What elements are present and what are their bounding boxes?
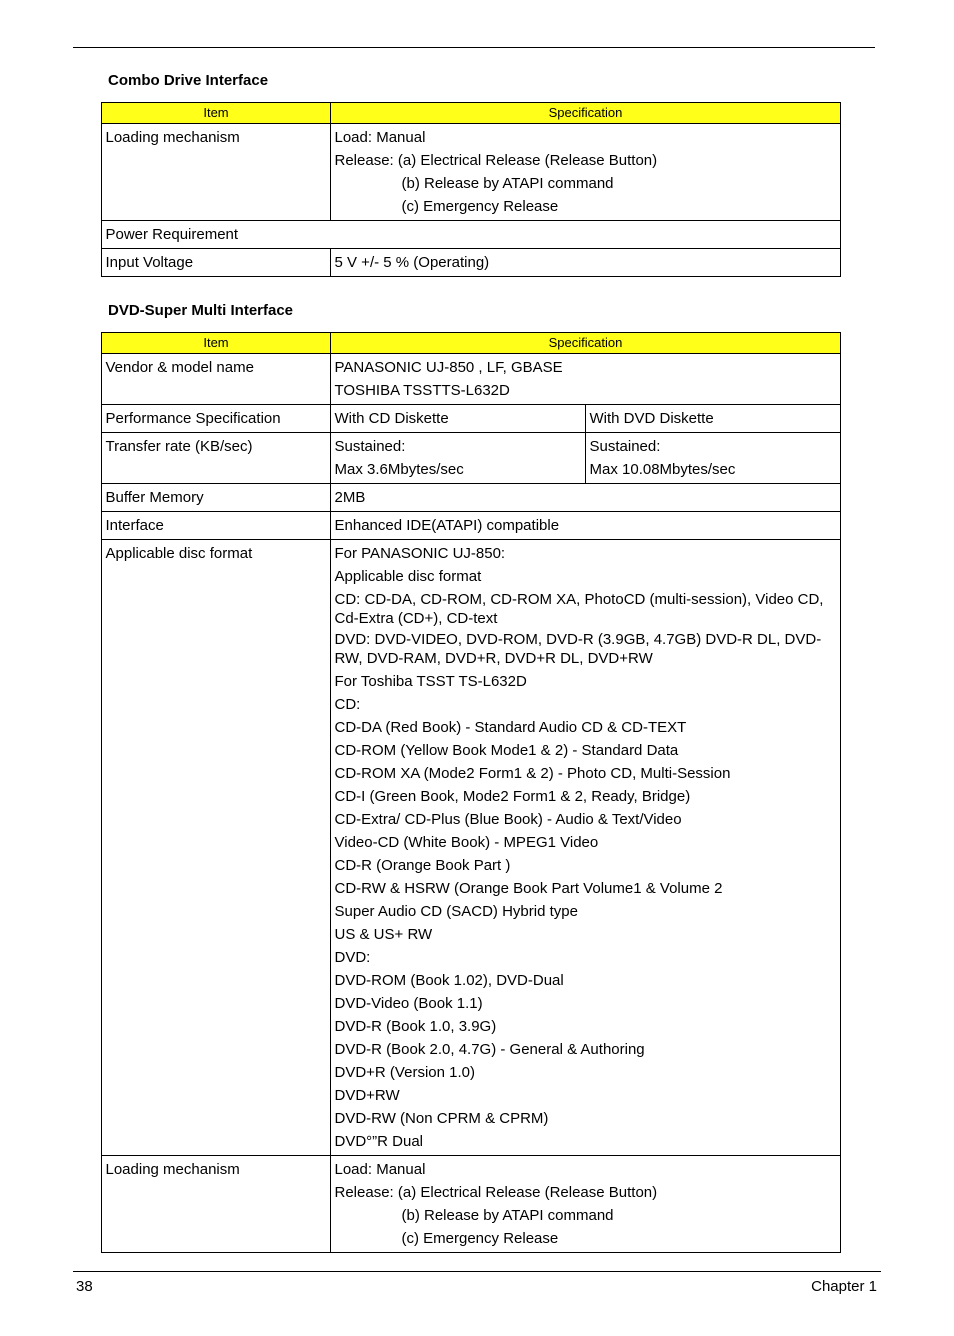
row-value-dvd xyxy=(586,433,841,484)
item-header: Item xyxy=(102,333,331,354)
item-header: Item xyxy=(102,103,331,124)
table-row xyxy=(102,405,841,433)
dvd-super-multi-table xyxy=(101,332,841,1253)
table-row xyxy=(102,433,841,484)
spec-line: DVD°”R Dual xyxy=(334,1133,424,1150)
spec-line: Sustained: xyxy=(589,438,661,455)
spec-line: DVD-R (Book 2.0, 4.7G) - General & Authoring xyxy=(334,1041,645,1058)
row-label: Loading mechanism xyxy=(102,124,331,221)
combo-section-title: Combo Drive Interface xyxy=(108,72,269,89)
row-label: Interface xyxy=(102,512,331,540)
spec-line: DVD-Video (Book 1.1) xyxy=(334,995,483,1012)
spec-line: DVD+RW xyxy=(334,1087,400,1104)
row-label: Power Requirement xyxy=(102,221,841,249)
spec-line: CD: xyxy=(334,696,361,713)
spec-line: CD-Extra/ CD-Plus (Blue Book) - Audio & Text/Video xyxy=(334,811,682,828)
footer-rule xyxy=(73,1271,881,1272)
combo-drive-table xyxy=(101,102,841,277)
row-value-dvd: With DVD Diskette xyxy=(586,405,841,433)
spec-line: DVD+R (Version 1.0) xyxy=(334,1064,475,1081)
spec-line: DVD: xyxy=(334,949,371,966)
spec-line: CD-RW & HSRW (Orange Book Part Volume1 & Volume 2 xyxy=(334,880,723,897)
row-value-cd: With CD Diskette xyxy=(331,405,586,433)
spec-line: PANASONIC UJ-850 , LF, GBASE xyxy=(334,359,563,376)
row-value xyxy=(331,1156,841,1253)
spec-line: Release: (a) Electrical Release (Release Button) xyxy=(334,152,658,169)
spec-line: (c) Emergency Release xyxy=(401,1230,559,1247)
row-value: Enhanced IDE(ATAPI) compatible xyxy=(331,512,841,540)
row-label: Performance Specification xyxy=(102,405,331,433)
spec-line: CD: CD-DA, CD-ROM, CD-ROM XA, PhotoCD (multi-session), Video CD, Cd-Extra (CD+), CD-text xyxy=(334,591,824,627)
dvd-section-title: DVD-Super Multi Interface xyxy=(108,302,294,319)
spec-line: (c) Emergency Release xyxy=(401,198,559,215)
row-label: Vendor & model name xyxy=(102,354,331,405)
row-value: 5 V +/- 5 % (Operating) xyxy=(331,249,841,277)
row-label: Transfer rate (KB/sec) xyxy=(102,433,331,484)
table-row xyxy=(102,221,841,249)
spec-line: Max 10.08Mbytes/sec xyxy=(589,461,736,478)
spec-line: US & US+ RW xyxy=(334,926,433,943)
spec-line: DVD-R (Book 1.0, 3.9G) xyxy=(334,1018,497,1035)
spec-line: DVD: DVD-VIDEO, DVD-ROM, DVD-R (3.9GB, 4.7GB) DVD-R DL, DVD-RW, DVD-RAM, DVD+R, DVD+R DL, DVD+RW xyxy=(334,631,822,667)
spec-line: For Toshiba TSST TS-L632D xyxy=(334,673,527,690)
specification-header: Specification xyxy=(331,103,841,124)
top-rule xyxy=(73,47,875,48)
spec-line: DVD-ROM (Book 1.02), DVD-Dual xyxy=(334,972,564,989)
table-row xyxy=(102,540,841,1156)
spec-line: (b) Release by ATAPI command xyxy=(401,175,614,192)
spec-line: Applicable disc format xyxy=(334,568,482,585)
spec-line: For PANASONIC UJ-850: xyxy=(334,545,506,562)
specification-header: Specification xyxy=(331,333,841,354)
spec-line: CD-ROM (Yellow Book Mode1 & 2) - Standard Data xyxy=(334,742,679,759)
page-number: 38 xyxy=(76,1278,93,1295)
spec-line: Load: Manual xyxy=(334,129,426,146)
spec-line: Video-CD (White Book) - MPEG1 Video xyxy=(334,834,599,851)
spec-line: Max 3.6Mbytes/sec xyxy=(334,461,464,478)
row-label: Buffer Memory xyxy=(102,484,331,512)
table-row xyxy=(102,249,841,277)
table-row xyxy=(102,512,841,540)
row-value: 2MB xyxy=(331,484,841,512)
spec-line: (b) Release by ATAPI command xyxy=(401,1207,614,1224)
spec-line: Sustained: xyxy=(334,438,406,455)
row-value xyxy=(331,540,841,1156)
spec-line: CD-I (Green Book, Mode2 Form1 & 2, Ready, Bridge) xyxy=(334,788,691,805)
row-label: Loading mechanism xyxy=(102,1156,331,1253)
table-header-row xyxy=(102,333,841,354)
spec-line: Release: (a) Electrical Release (Release Button) xyxy=(334,1184,658,1201)
spec-line: Load: Manual xyxy=(334,1161,426,1178)
row-value xyxy=(331,354,841,405)
table-header-row xyxy=(102,103,841,124)
table-row xyxy=(102,1156,841,1253)
spec-line: Super Audio CD (SACD) Hybrid type xyxy=(334,903,578,920)
table-row xyxy=(102,124,841,221)
table-row xyxy=(102,354,841,405)
row-label: Applicable disc format xyxy=(102,540,331,1156)
chapter-label: Chapter 1 xyxy=(811,1278,877,1295)
spec-line: CD-DA (Red Book) - Standard Audio CD & CD-TEXT xyxy=(334,719,687,736)
spec-line: TOSHIBA TSSTTS-L632D xyxy=(334,382,510,399)
table-row xyxy=(102,484,841,512)
row-value-cd xyxy=(331,433,586,484)
spec-line: DVD-RW (Non CPRM & CPRM) xyxy=(334,1110,549,1127)
row-label: Input Voltage xyxy=(102,249,331,277)
spec-line: CD-R (Orange Book Part ) xyxy=(334,857,511,874)
spec-line: CD-ROM XA (Mode2 Form1 & 2) - Photo CD, Multi-Session xyxy=(334,765,731,782)
row-value xyxy=(331,124,841,221)
